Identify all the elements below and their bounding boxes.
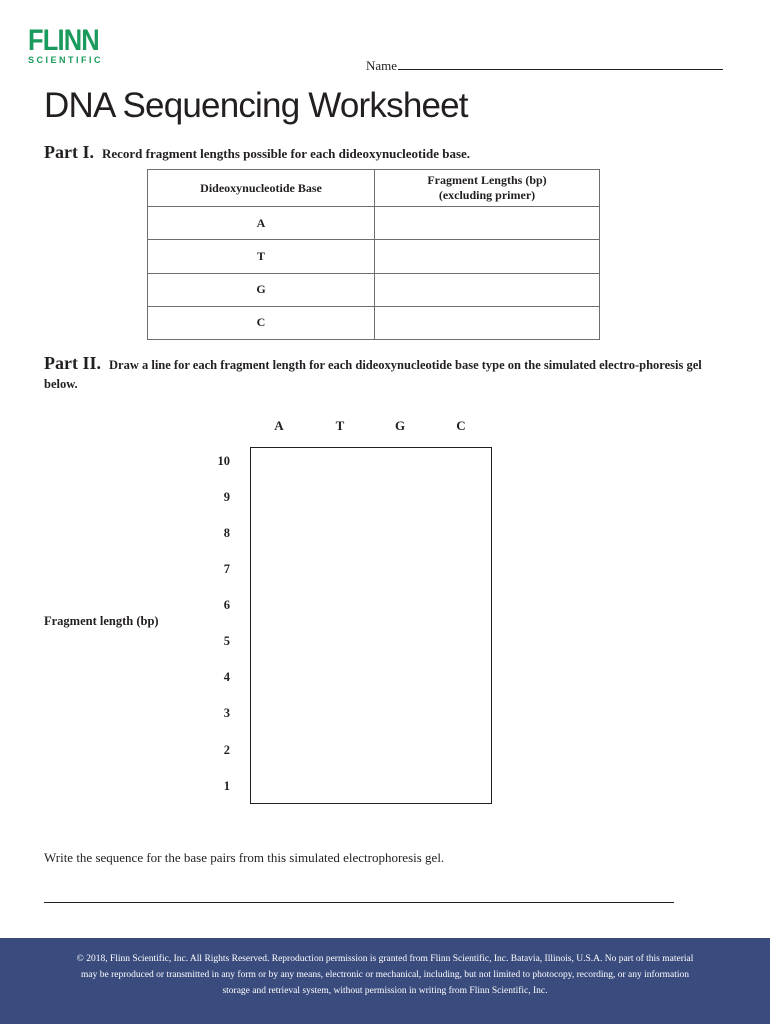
tick-label: 6 [223,598,230,612]
gel-column-c: C [456,418,466,433]
fragment-lengths-cell[interactable] [375,273,600,306]
tick-label: 3 [223,706,230,720]
sequence-prompt: Write the sequence for the base pairs from this simulated electrophoresis gel. [44,850,445,865]
header-fragment-lengths-line1: Fragment Lengths (bp) [427,173,547,187]
fragment-table [147,169,600,340]
table-header-row [148,170,600,207]
fragment-lengths-cell[interactable] [375,240,600,273]
gel-column-g: G [394,418,406,433]
name-field[interactable] [366,58,723,74]
base-cell: T [148,240,375,273]
part2-heading [44,354,724,394]
header-fragment-lengths [375,170,600,207]
tick-label: 8 [223,526,230,540]
tick-label: 5 [223,634,230,648]
footer-line: © 2018, Flinn Scientific, Inc. All Rights Reserved. Reproduction permission is granted from Flinn Scientific, Inc. Batavia, Illinois, U.S.A. No part of this material [76,954,694,964]
header-base: Dideoxynucleotide Base [148,170,375,207]
base-cell: C [148,306,375,339]
simulated-gel[interactable] [250,447,492,804]
table-row [148,240,600,273]
base-cell: G [148,273,375,306]
name-label: Name [366,58,398,73]
page-title: DNA Sequencing Worksheet [44,86,468,125]
logo-subtitle: SCIENTIFIC [28,55,104,65]
copyright-footer [0,938,770,1024]
table-row [148,207,600,240]
tick-label: 2 [223,743,230,757]
fragment-lengths-cell[interactable] [375,207,600,240]
tick-label: 4 [223,670,230,684]
base-cell: A [148,207,375,240]
part2-label: Part II. [44,353,101,373]
tick-label: 9 [223,490,230,504]
flinn-logo [28,24,118,65]
footer-line: storage and retrieval system, without permission in writing from Flinn Scientific, Inc. [222,986,548,996]
part2-instruction: Draw a line for each fragment length for each dideoxynucleotide base type on the simulated electro-phoresis gel below. [44,358,702,391]
tick-label: 7 [223,562,230,576]
fragment-lengths-cell[interactable] [375,306,600,339]
part1-label: Part I. [44,142,94,162]
gel-y-axis-label: Fragment length (bp) [44,614,159,628]
header-fragment-lengths-line2: (excluding primer) [438,188,536,202]
gel-column-t: T [335,418,345,433]
tick-label: 10 [217,454,230,468]
tick-label: 1 [223,779,230,793]
logo-wordmark: FLINN [28,24,99,57]
gel-column-a: A [274,418,284,433]
part1-instruction: Record fragment lengths possible for each dideoxynucleotide base. [101,146,471,161]
footer-line: may be reproduced or transmitted in any form or by any means, electronic or mechanical, including, but not limited to photocopy, recording, or any information [81,970,689,980]
name-rule[interactable] [398,69,723,70]
table-row [148,306,600,339]
sequence-answer-line[interactable] [44,902,674,903]
part1-heading [44,142,470,163]
table-row [148,273,600,306]
